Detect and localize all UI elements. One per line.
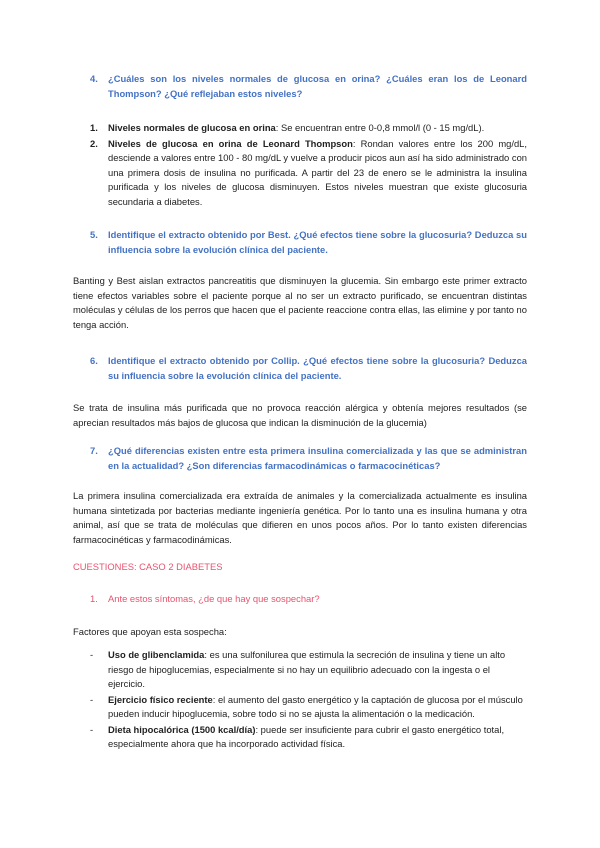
question-number: 4. [90,73,98,84]
answer-7-paragraph: La primera insulina comercializada era extraída de animales y la comercializada actualmente es insulina humana sintetizada por bacterias mediante ingeniería genética. Por lo tanto una es insulina humana y otra animal, así que se trata de moléculas que difieren en unos pocos años. Por lo tanto existen diferencias farmacocinéticas y farmacodinámicas. [73,490,527,545]
list-item-heading: Uso de glibenclamida [108,649,205,660]
question-number: 5. [90,229,98,240]
question-5 [90,228,527,257]
question-number: 1. [90,593,98,604]
list-item [90,648,527,692]
factores-intro: Factores que apoyan esta sospecha: [73,626,227,637]
question-text: Ante estos síntomas, ¿de que hay que sospechar? [108,593,320,604]
list-item-text: : puede ser insuficiente para cubrir el gasto energético total, especialmente ahora que ha incorporado actividad física. [108,723,505,749]
list-item [90,121,527,136]
list-item-text: : Se encuentran entre 0-0,8 mmol/l (0 - 15 mg/dL). [275,122,485,133]
list-item-heading: Niveles de glucosa en orina de Leonard Thompson [108,137,353,149]
list-item [90,723,527,752]
list-number: 1. [90,122,98,133]
answer-4-list [90,121,527,209]
list-item [90,137,527,210]
answer-6-paragraph: Se trata de insulina más purificada que no provoca reacción alérgica y obtenía mejores resultados (se aprecian resultados más bajos de glucosa que indican la disminución de la glucemia) [73,402,527,428]
bullet-dash: - [90,649,94,660]
list-item-text: : el aumento del gasto energético y la captación de glucosa por el músculo pueden inducir hipoglucemia, sobre todo si no se ajusta la alimentación o la medicación. [108,693,523,719]
question-text: Identifique el extracto obtenido por Collip. ¿Qué efectos tiene sobre la glucosuria? Deduzca su influencia sobre la evolución clínica del paciente. [108,355,527,381]
bullet-dash: - [90,693,94,705]
question-text: ¿Cuáles son los niveles normales de glucosa en orina? ¿Cuáles eran los de Leonard Thompson? ¿Qué reflejaban estos niveles? [108,73,527,99]
question-6 [90,354,527,383]
factors-list [90,648,527,752]
list-item [90,693,527,722]
question-number: 6. [90,355,98,366]
list-item-heading: Ejercicio físico reciente [108,693,213,705]
section-heading: CUESTIONES: CASO 2 DIABETES [73,561,223,572]
list-item-text: : Rondan valores entre los 200 mg/dL, desciende a valores entre 100 - 80 mg/dL y vuelve a producir picos aun así ha sido administrado con una primera dosis de insulina no purificada. A partir del 23 de enero se le administra la insulina purificada y los niveles de glucosa disminuyen. Estos niveles muestran que existe glucosuria secundaria a diabetes. [108,137,527,207]
list-item-heading: Dieta hipocalórica (1500 kcal/día) [108,723,256,735]
question-text: Identifique el extracto obtenido por Best. ¿Qué efectos tiene sobre la glucosuria? Deduzca su influencia sobre la evolución clínica del paciente. [108,229,527,255]
case-question-1 [90,592,320,607]
question-4 [90,72,527,101]
question-number: 7. [90,445,98,456]
list-item-text: : es una sulfonilurea que estimula la secreción de insulina y tiene un alto riesgo de hipoglucemias, especialmente si no hay un equilibrio adecuado con la ingesta o el ejercicio. [108,649,506,689]
question-text: ¿Qué diferencias existen entre esta primera insulina comercializada y las que se administran en la actualidad? ¿Son diferencias farmacodinámicas o farmacocinéticas? [108,445,527,471]
question-7 [90,444,527,473]
answer-5-paragraph: Banting y Best aislan extractos pancreatitis que disminuyen la glucemia. Sin embargo este primer extracto tiene efectos variables sobre el paciente porque al no ser un extracto purificado, se encuentran distintas moléculas y células de los perros que hacen que el paciente reaccione contra ellas, las elimine y por tanto no tenga acción. [73,275,527,330]
list-item-heading: Niveles normales de glucosa en orina [108,122,276,133]
bullet-dash: - [90,723,94,735]
list-number: 2. [90,137,98,149]
